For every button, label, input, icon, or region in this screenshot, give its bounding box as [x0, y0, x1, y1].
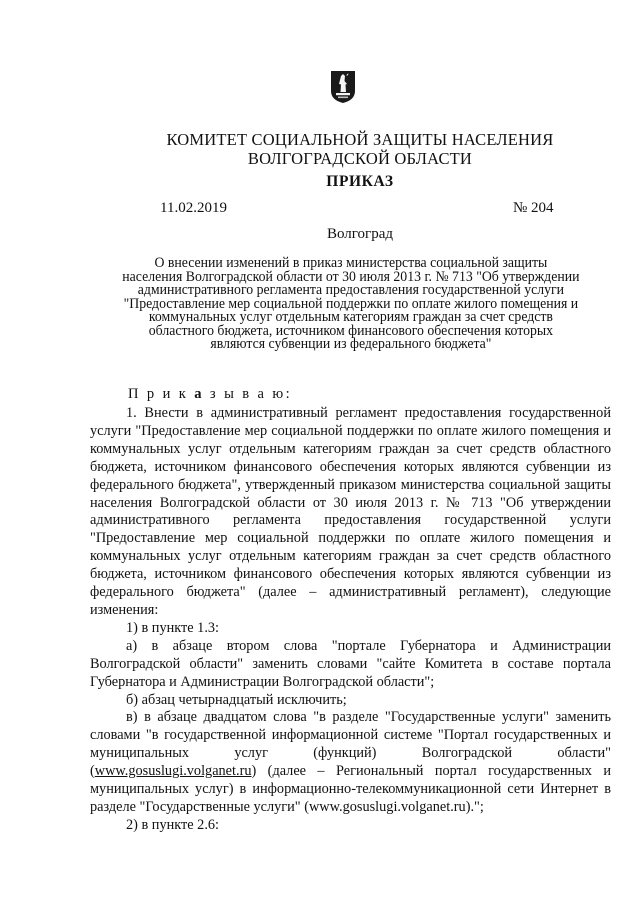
subject-line: коммунальных услуг отдельным категориям граждан за счет средств	[148, 309, 553, 325]
gosuslugi-link[interactable]: www.gosuslugi.volganet.ru	[94, 763, 252, 780]
order-word-bold: а	[194, 386, 204, 402]
subject-line: областного бюджета, источником финансового обеспечения которых	[148, 322, 554, 339]
document-date: 11.02.2019	[160, 200, 227, 216]
paragraph-3: а) в абзаце втором слова "портале Губернатора и Администрации Волгоградской области" заменить словами "сайте Комитета в составе портала Губернатора и Администрации Волгоградской области";	[90, 637, 611, 690]
subject-line: "Предоставление мер социальной поддержки по оплате жилого помещения и	[123, 295, 579, 312]
organization-name	[90, 130, 630, 168]
document-city: Волгоград	[326, 226, 393, 242]
order-word-prefix: П р и к	[128, 386, 195, 402]
coat-of-arms-icon	[330, 70, 356, 104]
document-body	[90, 405, 611, 835]
paragraph-6: 2) в пункте 2.6:	[126, 816, 220, 833]
paragraph-2: 1) в пункте 1.3:	[126, 619, 220, 636]
order-word	[128, 386, 292, 403]
subject-line: населения Волгоградской области от 30 июля 2013 г. № 713 "Об утверждении	[122, 268, 580, 285]
organization-name-line2: ВОЛГОГРАДСКОЙ ОБЛАСТИ	[247, 149, 473, 168]
paragraph-5-end: ) (далее – Региональный портал государственных и муниципальных услуг) в информационно-телекоммуникационной сети Интернет в разделе "Государственные услуги" (www.gosuslugi.volganet.ru).";	[90, 763, 611, 815]
subject-line: являются субвенции из федерального бюджета"	[210, 336, 492, 352]
paragraph-5	[90, 709, 611, 816]
paragraph-4: б) абзац четырнадцатый исключить;	[126, 691, 347, 708]
paragraph-1: 1. Внести в административный регламент предоставления государственной услуги "Предоставление мер социальной поддержки по оплате жилого помещения и коммунальных услуг отдельным категориям граждан за счет средств областного бюджета, источником финансового обеспечения которых являются субвенции из федерального бюджета", утвержденный приказом министерства социальной защиты населения Волгоградской области от 30 июля 2013 г. № 713 "Об утверждении административного регламента предоставления государственной услуги "Предоставление мер социальной поддержки по оплате жилого помещения и коммунальных услуг отдельным категориям граждан за счет средств областного бюджета, источником финансового обеспечения которых являются субвенции из федерального бюджета" (далее – административный регламент), следующие изменения:	[90, 405, 611, 618]
organization-name-line1: КОМИТЕТ СОЦИАЛЬНОЙ ЗАЩИТЫ НАСЕЛЕНИЯ	[166, 130, 554, 149]
document-type: ПРИКАЗ	[326, 173, 394, 190]
document-number: № 204	[513, 200, 554, 216]
order-word-suffix: з ы в а ю:	[203, 386, 293, 402]
paragraph-5-start: в) в абзаце двадцатом слова "в разделе "Государственные услуги" заменить словами "в государственной информационной системе "Портал государственных и муниципальных услуг (функций) Волгоградской области" (	[90, 709, 611, 780]
document-subject	[100, 257, 602, 352]
subject-line: административного регламента предоставления государственной услуги	[137, 282, 565, 298]
subject-line: О внесении изменений в приказ министерства социальной защиты	[154, 255, 548, 271]
